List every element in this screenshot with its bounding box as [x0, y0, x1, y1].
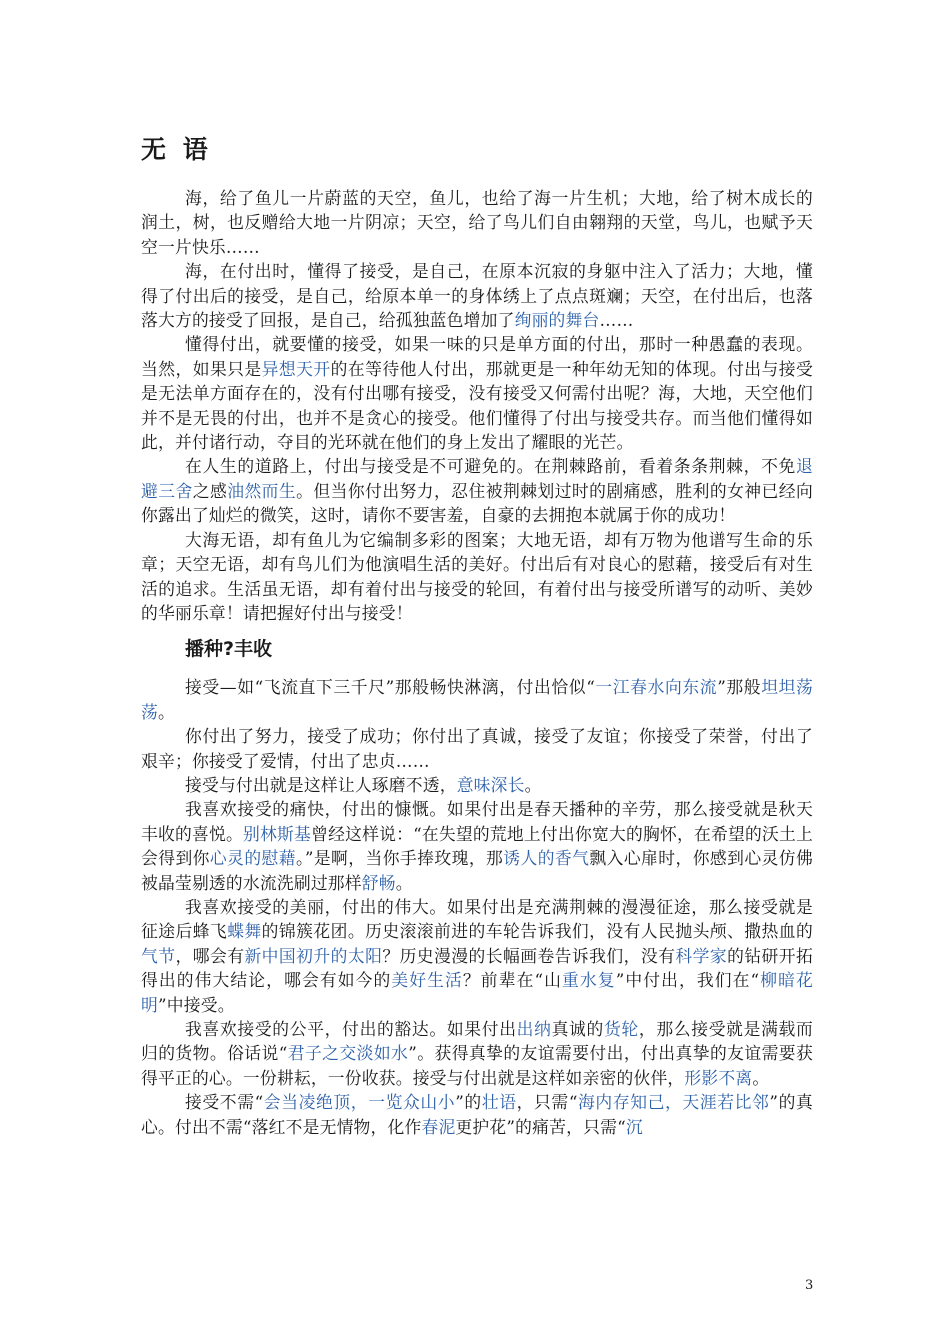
- highlighted-link[interactable]: 意味深长: [456, 774, 525, 795]
- highlighted-link[interactable]: 油然而生: [227, 480, 297, 501]
- paragraph: [141, 895, 813, 1017]
- highlighted-link[interactable]: 心灵的慰藉: [209, 848, 296, 869]
- text-run: 我喜欢接受的痛快，付出的慷慨。如果付出是春天播种的辛劳，那么接受就是秋天丰收的喜悦。: [141, 799, 813, 844]
- text-run: ，那么接受就是满载而归的货物。俗话说“: [141, 1019, 813, 1064]
- section-body-2: [141, 675, 813, 1139]
- text-run: 真诚的: [551, 1019, 604, 1039]
- highlighted-link[interactable]: 绚丽的舞台: [514, 310, 600, 331]
- highlighted-link[interactable]: 沉: [625, 1116, 643, 1137]
- text-run: 。但当你付出努力，忍住被荆棘划过时的剧痛感，胜利的女神已经向你露出了灿烂的微笑，这时，请你不要害羞，自豪的去拥抱本就属于你的成功！: [141, 480, 813, 526]
- section-title-1: 无 语: [141, 135, 212, 164]
- highlighted-link[interactable]: 货轮: [603, 1019, 639, 1039]
- text-run: ……: [599, 310, 634, 331]
- highlighted-link[interactable]: 科学家: [675, 945, 728, 966]
- text-run: 。: [157, 701, 175, 722]
- paragraph: [141, 259, 813, 332]
- highlighted-link[interactable]: 一江春水向东流: [594, 677, 718, 698]
- text-run: ”中接受。: [157, 994, 235, 1015]
- highlighted-link[interactable]: 出纳: [516, 1019, 552, 1039]
- text-run: 曾经这样说：“在失望的荒地上付出你宽大的胸怀，在希望的沃土上会得到你: [141, 823, 813, 869]
- highlighted-link[interactable]: 海内存知己，天涯若比邻: [577, 1092, 770, 1113]
- text-run: ，只需“: [516, 1092, 578, 1113]
- highlighted-link[interactable]: 重水复: [562, 970, 616, 991]
- paragraph: [141, 773, 813, 797]
- highlighted-link[interactable]: 坦坦荡荡: [141, 677, 813, 722]
- text-run: 我喜欢接受的公平，付出的豁达。如果付出: [185, 1019, 517, 1039]
- text-run: ？前辈在“山: [462, 970, 563, 991]
- text-run: 的锦簇花团。历史滚滚前进的车轮告诉我们，没有人民抛头颅、撒热血的: [261, 921, 813, 942]
- text-run: 。”是啊，当你手捧玫瑰，那: [296, 848, 504, 869]
- text-run: 。: [395, 872, 413, 893]
- text-run: ”那般: [717, 677, 762, 698]
- text-run: ”的真心。付出不需“落红不是无情物，化作: [141, 1092, 814, 1137]
- paragraph: [141, 1017, 813, 1090]
- text-run: 在人生的道路上，付出与接受是不可避免的。在荆棘路前，看着条条荆棘，不免: [185, 456, 797, 477]
- highlighted-link[interactable]: 退避三舍: [141, 456, 813, 501]
- text-run: 更护花”的痛苦，只需“: [455, 1116, 626, 1137]
- paragraph: [141, 724, 813, 773]
- paragraph: [141, 797, 813, 895]
- highlighted-link[interactable]: 君子之交淡如水: [287, 1043, 409, 1064]
- text-run: ”。获得真挚的友谊需要付出，付出真挚的友谊需要获得平正的心。一份耕耘，一份收获。接受与付出就是这样如亲密的伙伴，: [141, 1043, 813, 1088]
- highlighted-link[interactable]: 气节: [141, 945, 176, 966]
- highlighted-link[interactable]: 别林斯基: [243, 823, 312, 844]
- text-run: 飘入心扉时，你感到心灵仿佛被晶莹剔透的水流洗刷过那样: [141, 848, 813, 893]
- text-run: 的在等待他人付出，那就更是一种年幼无知的体现。付出与接受是无法单方面存在的，没有付出哪有接受，没有接受又何需付出呢？海，大地，天空他们并不是无畏的付出，也并不是贪心的接受。他们懂得了付出与接受共存。而当他们懂得如此，并付诸行动，夺目的光环就在他们的身上发出了耀眼的光芒。: [141, 358, 813, 453]
- highlighted-link[interactable]: 柳暗花明: [141, 970, 813, 1015]
- text-run: 接受与付出就是这样让人琢磨不透，: [185, 774, 457, 795]
- text-run: ？历史漫漫的长幅画卷告诉我们，没有: [382, 945, 676, 966]
- highlighted-link[interactable]: 舒畅: [361, 872, 396, 893]
- paragraph: [141, 528, 813, 626]
- highlighted-link[interactable]: 蝶舞: [227, 921, 262, 942]
- paragraph: [141, 332, 813, 454]
- text-run: 。: [524, 774, 542, 795]
- text-run: 。: [752, 1067, 770, 1088]
- text-run: 我喜欢接受的美丽，付出的伟大。如果付出是充满荆棘的漫漫征途，那么接受就是征途后蜂飞: [141, 896, 813, 942]
- highlighted-link[interactable]: 诱人的香气: [503, 848, 590, 869]
- paragraph: [141, 1090, 813, 1139]
- highlighted-link[interactable]: 形影不离: [684, 1067, 753, 1088]
- text-run: 懂得付出，就要懂的接受，如果一味的只是单方面的付出，那时一种愚蠢的表现。当然，如果只是: [141, 334, 813, 379]
- text-run: 的钻研开拓得出的伟大结论，哪会有如今的: [141, 945, 813, 991]
- text-run: 接受不需“: [185, 1092, 264, 1113]
- section-body-1: [141, 186, 813, 625]
- text-run: 你付出了努力，接受了成功；你付出了真诚，接受了友谊；你接受了荣誉，付出了艰辛；你接受了爱情，付出了忠贞……: [141, 726, 813, 771]
- paragraph: [141, 186, 813, 259]
- highlighted-link[interactable]: 会当凌绝顶，一览众山小: [263, 1092, 456, 1113]
- page-number: 3: [805, 1278, 814, 1293]
- text-run: 海，在付出时，懂得了接受，是自己，在原本沉寂的身躯中注入了活力；大地，懂得了付出后的接受，是自己，给原本单一的身体绣上了点点斑斓；天空，在付出后，也落落大方的接受了回报，是自己，给孤独蓝色增加了: [141, 261, 813, 331]
- paragraph: [141, 454, 813, 527]
- highlighted-link[interactable]: 壮语: [481, 1092, 517, 1113]
- section-title-2: 播种?丰收: [185, 638, 273, 661]
- highlighted-link[interactable]: 异想天开: [261, 358, 331, 379]
- highlighted-link[interactable]: 春泥: [421, 1116, 456, 1137]
- text-run: ”的: [455, 1092, 482, 1113]
- document-page: [141, 128, 813, 1139]
- text-run: 大海无语，却有鱼儿为它编制多彩的图案；大地无语，却有万物为他谱写生命的乐章；天空无语，却有鸟儿们为他演唱生活的美好。付出后有对良心的慰藉，接受后有对生活的追求。生活虽无语，却有着付出与接受的轮回，有着付出与接受所谱写的动听、美妙的华丽乐章！请把握好付出与接受！: [141, 529, 813, 623]
- text-run: ”中付出，我们在“: [615, 970, 760, 991]
- text-run: ，哪会有: [175, 945, 245, 966]
- text-run: 接受—如“飞流直下三千尺”那般畅快淋漓，付出恰似“: [185, 677, 595, 698]
- paragraph: [141, 675, 813, 724]
- highlighted-link[interactable]: 新中国初升的太阳: [244, 945, 383, 966]
- text-run: 之感: [192, 480, 228, 501]
- highlighted-link[interactable]: 美好生活: [391, 970, 463, 991]
- text-run: 海，给了鱼儿一片蔚蓝的天空，鱼儿，也给了海一片生机；大地，给了树木成长的润土，树，也反赠给大地一片阴凉；天空，给了鸟儿们自由翱翔的天堂，鸟儿，也赋予天空一片快乐……: [141, 188, 813, 257]
